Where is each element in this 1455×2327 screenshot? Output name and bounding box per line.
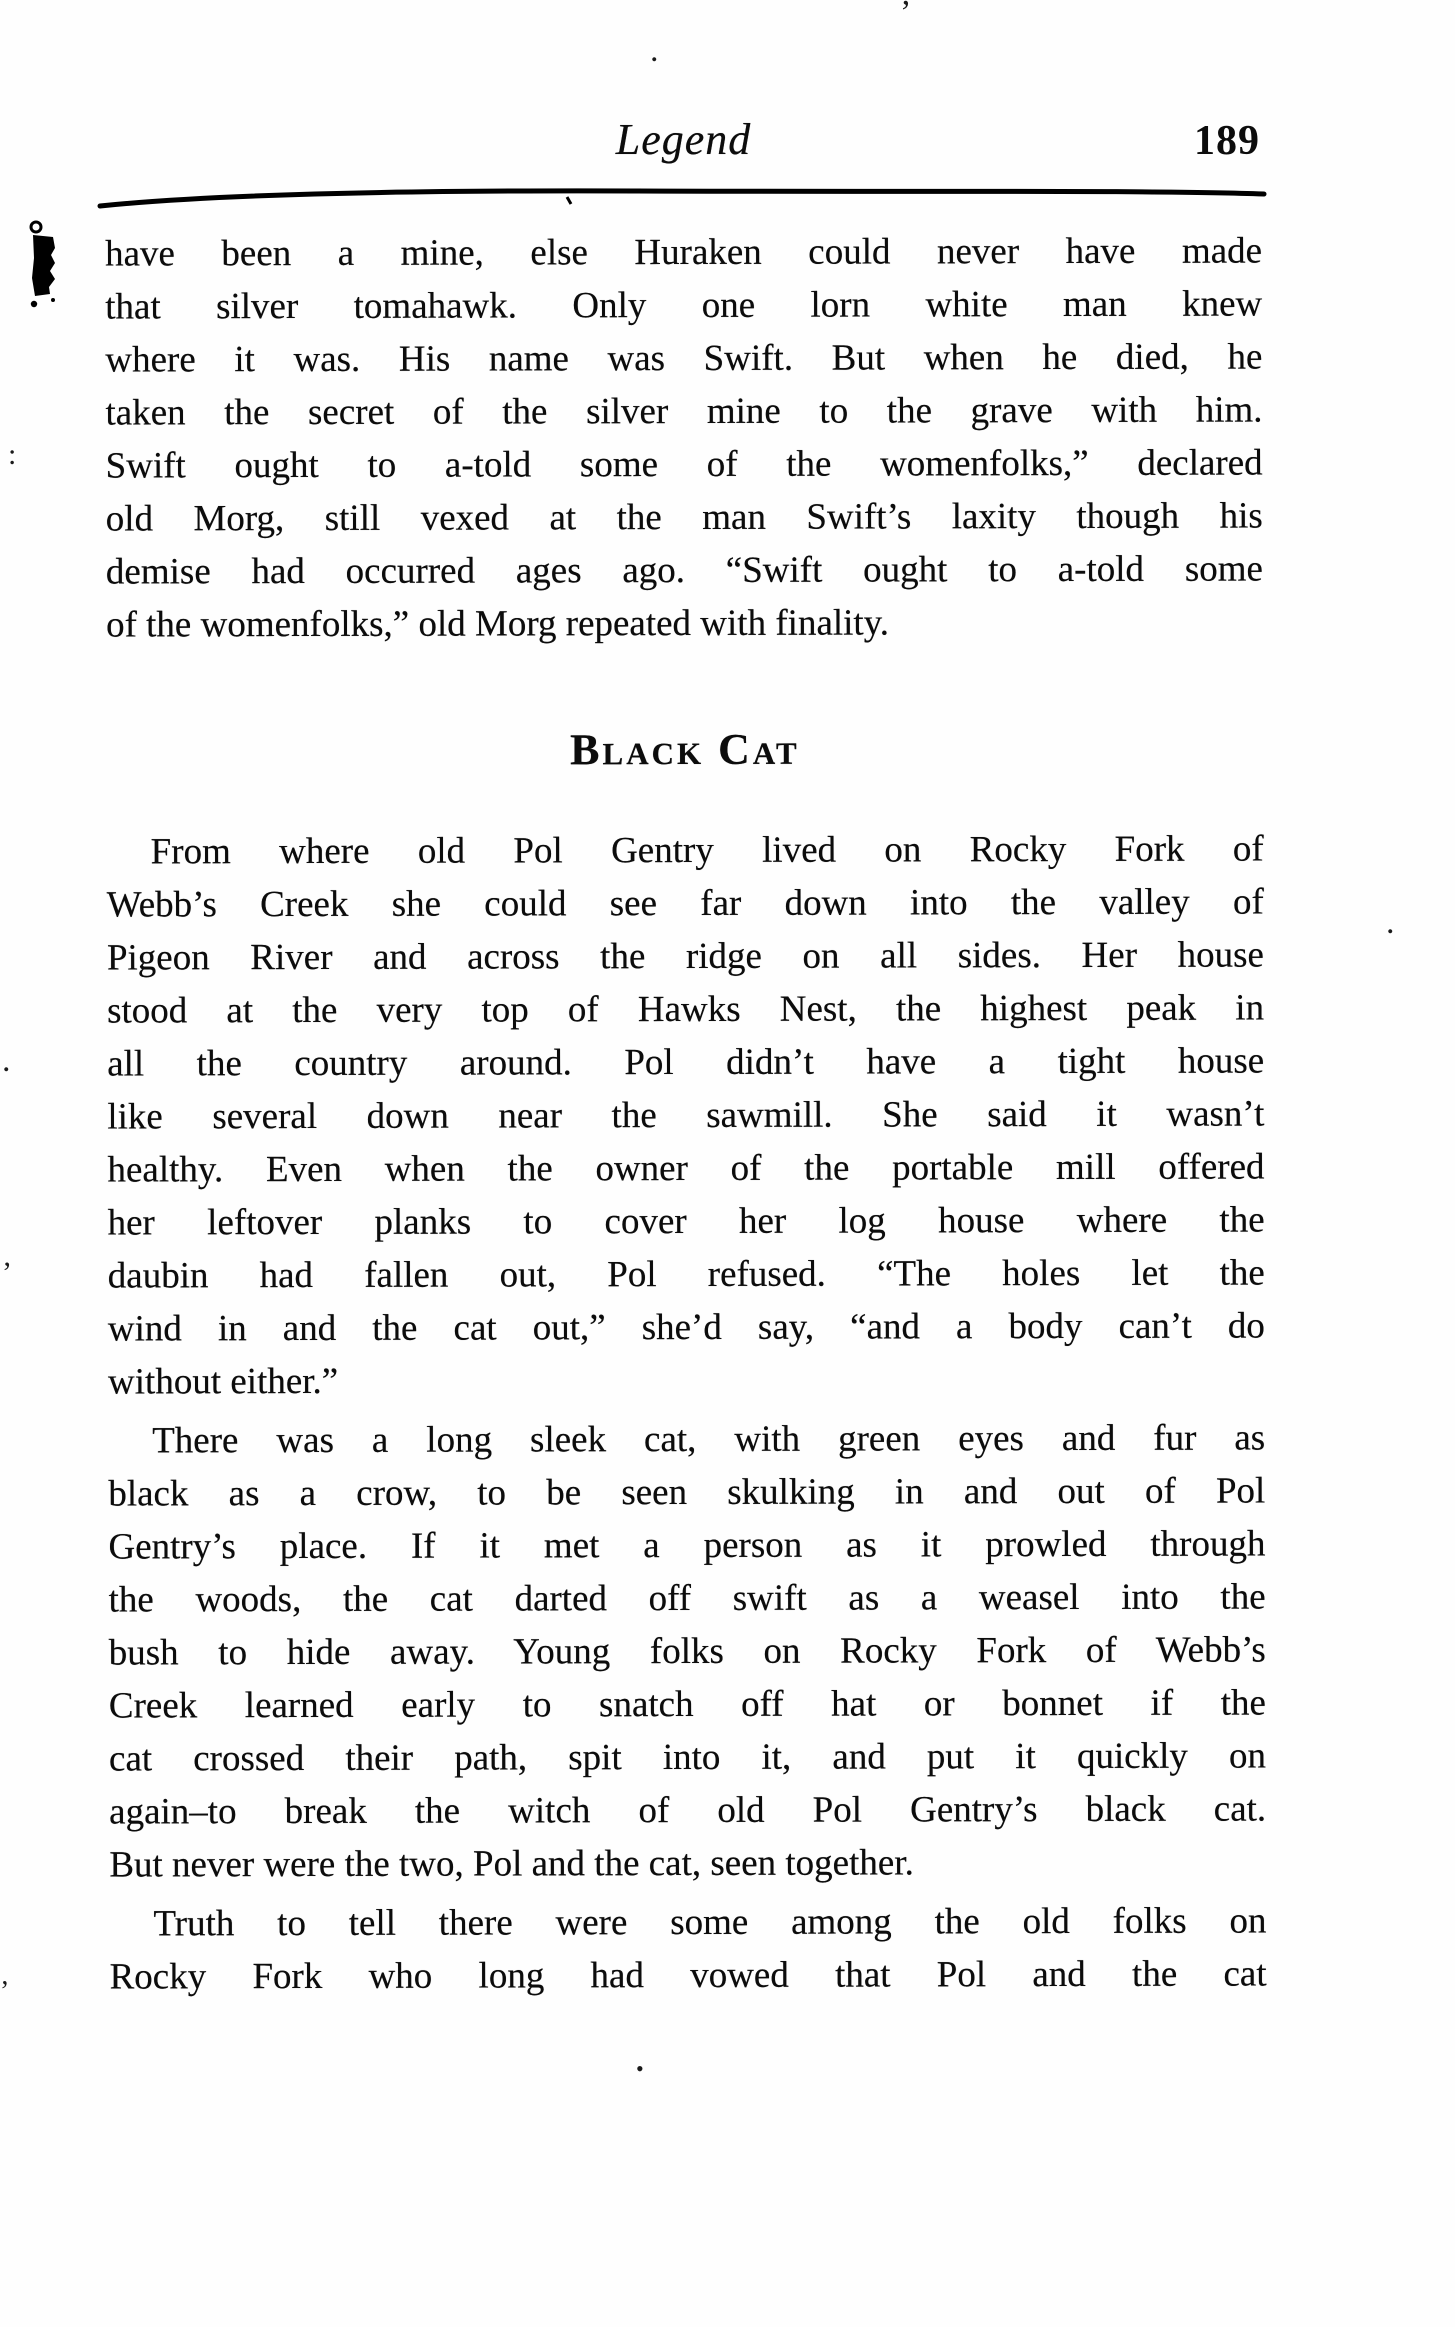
page-number: 189 <box>1194 118 1260 164</box>
text-line: of the womenfolks,” old Morg repeated with finality. <box>105 602 890 646</box>
text-line: stood at the very top of Hawks Nest, the highest peak in <box>106 987 1265 1032</box>
text-line: like several down near the sawmill. She said it wasn’t <box>107 1093 1265 1138</box>
text-line: But never were the two, Pol and the cat, seen together. <box>109 1842 914 1886</box>
text-line: her leftover planks to cover her log house where the <box>107 1199 1265 1244</box>
scan-mark: ’ <box>0 1976 10 2007</box>
paragraph <box>109 1894 1266 2003</box>
text-line: daubin had fallen out, Pol refused. “The holes let the <box>107 1252 1265 1297</box>
text-line: From where old Pol Gentry lived on Rocky Fork of <box>150 828 1264 873</box>
text-line: bush to hide away. Young folks on Rocky Fork of Webb’s <box>108 1629 1266 1674</box>
paragraph <box>108 1411 1266 1891</box>
text-line: cat crossed their path, spit into it, and put it quickly on <box>108 1735 1267 1780</box>
paragraph <box>107 822 1266 1408</box>
text-line: Rocky Fork who long had vowed that Pol and the cat <box>109 1953 1267 1998</box>
paragraph <box>105 224 1263 651</box>
scan-mark: ’ <box>2 1256 12 1289</box>
text-line: There was a long sleek cat, with green eyes and fur as <box>152 1417 1266 1462</box>
text-line: again–to break the witch of old Pol Gentry’s black cat. <box>109 1788 1267 1833</box>
text-line: wind in and the cat out,” she’d say, “and a body can’t do <box>107 1305 1265 1350</box>
text-line: all the country around. Pol didn’t have a tight house <box>107 1040 1265 1085</box>
scan-mark: ’ <box>900 0 912 31</box>
text-line: taken the secret of the silver mine to the grave with him. <box>105 389 1263 434</box>
text-line: without either.” <box>107 1360 339 1403</box>
text-line: the woods, the cat darted off swift as a weasel into the <box>108 1576 1266 1621</box>
running-title: Legend <box>615 115 752 164</box>
text-line: Gentry’s place. If it met a person as it prowled through <box>108 1523 1266 1568</box>
text-line: Truth to tell there were some among the old folks on <box>153 1900 1267 1945</box>
text-line: have been a mine, else Huraken could never have made <box>105 230 1263 275</box>
text-line: Swift ought to a-told some of the womenfolks,” declared <box>105 442 1263 487</box>
scan-mark: . <box>1386 904 1395 941</box>
section-heading: Black Cat <box>570 724 800 775</box>
header-rule <box>97 185 1267 211</box>
ink-blob-artifact <box>26 218 62 314</box>
text-line: demise had occurred ages ago. “Swift ought to a-told some <box>105 548 1263 593</box>
scan-mark: • <box>636 2056 644 2081</box>
scan-mark: : <box>8 438 17 471</box>
text-line: where it was. His name was Swift. But when he died, he <box>105 336 1263 381</box>
text-line: Pigeon River and across the ridge on all sides. Her house <box>106 934 1264 979</box>
text-line: old Morg, still vexed at the man Swift’s laxity though his <box>105 495 1263 540</box>
text-line: Creek learned early to snatch off hat or bonnet if the <box>108 1682 1266 1727</box>
page-header <box>105 110 1262 174</box>
text-line: Webb’s Creek she could see far down into the valley of <box>106 881 1264 926</box>
text-line: black as a crow, to be seen skulking in and out of Pol <box>108 1470 1266 1515</box>
scan-mark: . <box>2 1042 11 1079</box>
text-line: that silver tomahawk. Only one lorn white man knew <box>105 283 1263 328</box>
text-block <box>105 224 1267 2009</box>
scan-mark: . <box>650 32 659 69</box>
text-line: healthy. Even when the owner of the portable mill offered <box>107 1146 1265 1191</box>
